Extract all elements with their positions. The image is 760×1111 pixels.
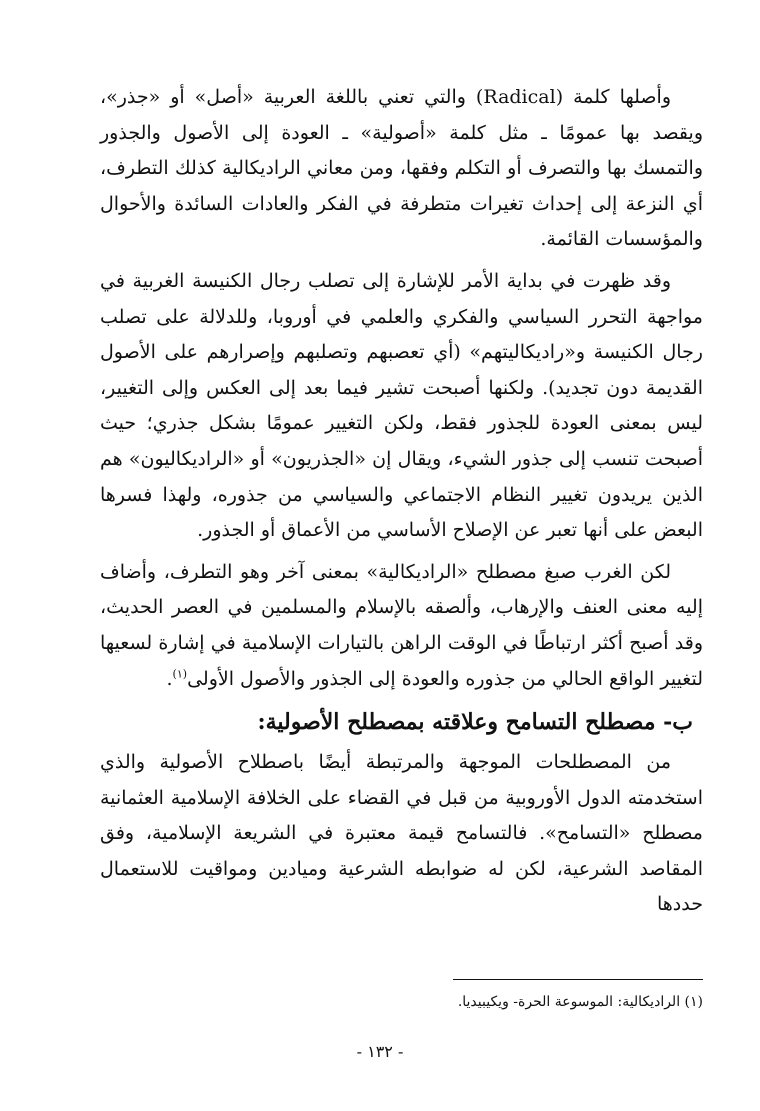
page-body	[100, 80, 703, 929]
paragraph-1-text: وأصلها كلمة (Radical) والتي تعني باللغة العربية «أصل» أو «جذر»، ويقصد بها عمومًا ـ مثل كلمة «أصولية» ـ العودة إلى الأصول والجذور والتمسك بها والتصرف أو التكلم وفقها، ومن معاني الراديكالية كذلك التطرف، أي النزعة إلى إحداث تغيرات متطرفة في الفكر والعادات السائدة والأحوال والمؤسسات القائمة.	[100, 86, 703, 251]
page-number: - ١٣٢ -	[356, 1042, 404, 1061]
footnote: (١) الراديكالية: الموسوعة الحرة- ويكيبيديا.	[457, 994, 703, 1010]
paragraph-3: لكن الغرب صبغ مصطلح «الراديكالية» بمعنى آخر وهو التطرف، وأضاف إليه معنى العنف والإرهاب، وألصقه بالإسلام والمسلمين في العصر الحديث، وقد أصبح أكثر ارتباطًا في الوقت الراهن بالتيارات الإسلامية في إشارة لسعيها لتغيير الواقع الحالي من جذوره والعودة إلى الجذور والأصول الأولى$^{(١)}$.	[100, 560, 703, 690]
paragraph-2	[100, 264, 703, 549]
section-paragraph	[100, 745, 703, 923]
paragraph-1	[100, 80, 703, 258]
paragraph-2-text: وقد ظهرت في بداية الأمر للإشارة إلى تصلب رجال الكنيسة الغربية في مواجهة التحرر السياسي والفكري والعلمي في أوروبا، وللدلالة على تصلب رجال الكنيسة و«راديكاليتهم» (أي تعصبهم وتصلبهم وإصرارهم على الأصول القديمة دون تجديد). ولكنها أصبحت تشير فيما بعد إلى العكس وإلى التغيير، ليس بمعنى العودة للجذور فقط، ولكن التغيير عمومًا بشكل جذري؛ حيث أصبحت تنسب إلى جذور الشيء، ويقال إن «الجذريون» أو «الراديكاليون» هم الذين يريدون تغيير النظام الاجتماعي والسياسي من جذوره، ولهذا فسرها البعض على أنها تعبر عن الإصلاح الأساسي من الأعماق أو الجذور.	[100, 269, 703, 542]
paragraph-3-text: لكن الغرب صبغ مصطلح «الراديكالية» بمعنى آخر وهو التطرف، وأضاف إليه معنى العنف والإرهاب، وألصقه بالإسلام والمسلمين في العصر الحديث، وقد أصبح أكثر ارتباطًا في الوقت الراهن بالتيارات الإسلامية في إشارة لسعيها لتغيير الواقع الحالي من جذوره والعودة إلى الجذور والأصول الأولى	[100, 560, 703, 690]
section-paragraph-text: من المصطلحات الموجهة والمرتبطة أيضًا باصطلاح الأصولية والذي استخدمته الدول الأوروبية من قبل في القضاء على الخلافة الإسلامية العثمانية مصطلح «التسامح». فالتسامح قيمة معتبرة في الشريعة الإسلامية، وفق المقاصد الشرعية، لكن له ضوابطه الشرعية وميادين ومواقيت للاستعمال حددها	[100, 751, 703, 916]
footnote-divider	[453, 979, 703, 980]
footnote-reference: (١)	[172, 667, 188, 681]
section-heading: ب- مصطلح التسامح وعلاقته بمصطلح الأصولية:	[257, 709, 693, 736]
